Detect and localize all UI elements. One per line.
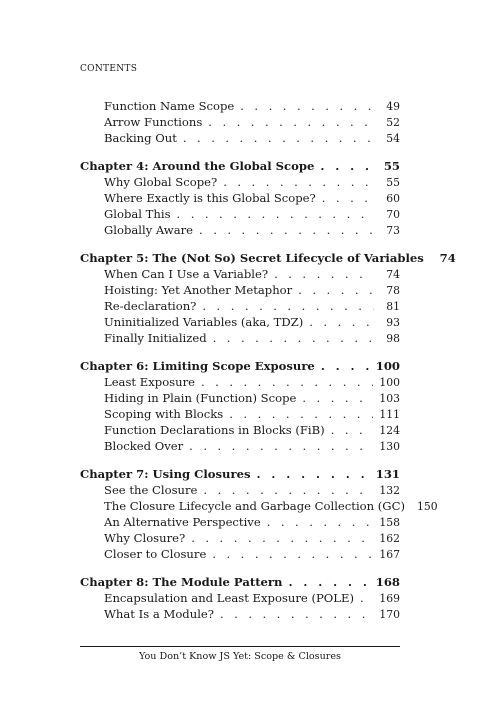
toc-entry-title: Least Exposure <box>104 375 195 389</box>
toc-page-number: 111 <box>379 408 400 421</box>
toc-section-entry[interactable] <box>80 422 400 438</box>
toc-entry-title: Global This <box>104 207 171 221</box>
dot-leader <box>223 174 374 190</box>
toc-page-number: 103 <box>379 392 400 405</box>
toc-page-number: 49 <box>386 100 400 113</box>
toc-entry-title: Why Closure? <box>104 531 186 545</box>
toc-section-entry[interactable] <box>80 498 438 514</box>
toc-entry-title: Arrow Functions <box>104 115 203 129</box>
toc-chapter-entry[interactable] <box>80 250 456 266</box>
toc-entry-title: Hiding in Plain (Function) Scope <box>104 391 297 405</box>
dot-leader <box>240 98 374 114</box>
toc-chapter-entry[interactable] <box>80 466 400 482</box>
dot-leader <box>322 190 374 206</box>
toc-entry-title: Re-declaration? <box>104 299 197 313</box>
toc-entry-title: Uninitialized Variables (aka, TDZ) <box>104 315 304 329</box>
dot-leader <box>302 390 373 406</box>
toc-section-entry[interactable] <box>80 514 400 530</box>
toc-section-entry[interactable] <box>80 282 400 298</box>
toc-page-number: 73 <box>386 224 400 237</box>
toc-page-number: 74 <box>386 268 400 281</box>
toc-section-entry[interactable] <box>80 130 400 146</box>
toc-entry-title: Why Global Scope? <box>104 175 218 189</box>
toc-entry-title: Scoping with Blocks <box>104 407 224 421</box>
running-head: CONTENTS <box>80 64 138 74</box>
toc-page-number: 74 <box>439 251 456 265</box>
dot-leader <box>212 546 373 562</box>
toc-page-number: 167 <box>379 548 400 561</box>
dot-leader <box>274 266 374 282</box>
toc-section-entry[interactable] <box>80 546 400 562</box>
toc-section-entry[interactable] <box>80 374 400 390</box>
toc-section-entry[interactable] <box>80 114 400 130</box>
toc-page-number: 131 <box>375 467 400 481</box>
toc-section-entry[interactable] <box>80 530 400 546</box>
toc-page-number: 169 <box>379 592 400 605</box>
toc-page-number: 158 <box>379 516 400 529</box>
dot-leader <box>331 422 374 438</box>
toc-entry-title: Finally Initialized <box>104 331 207 345</box>
toc-section-entry[interactable] <box>80 406 400 422</box>
toc-entry-title: What Is a Module? <box>104 607 214 621</box>
toc-page-number: 132 <box>379 484 400 497</box>
toc-section-entry[interactable] <box>80 314 400 330</box>
dot-leader <box>256 466 369 482</box>
toc-entry-title: Where Exactly is this Global Scope? <box>104 191 316 205</box>
toc-section-entry[interactable] <box>80 190 400 206</box>
dot-leader <box>189 438 373 454</box>
toc-entry-title: Blocked Over <box>104 439 184 453</box>
toc-chapter-entry[interactable] <box>80 574 400 590</box>
toc-page-number: 100 <box>375 359 400 373</box>
toc-page-number: 98 <box>386 332 400 345</box>
toc-page-number: 60 <box>386 192 400 205</box>
dot-leader <box>202 298 374 314</box>
toc-page-number: 78 <box>386 284 400 297</box>
dot-leader <box>229 406 373 422</box>
footer-rule <box>80 646 400 647</box>
dot-leader <box>220 606 373 622</box>
toc-section-entry[interactable] <box>80 438 400 454</box>
dot-leader <box>191 530 373 546</box>
dot-leader <box>309 314 374 330</box>
toc-entry-title: Hoisting: Yet Another Metaphor <box>104 283 293 297</box>
dot-leader <box>199 222 374 238</box>
toc-section-entry[interactable] <box>80 222 400 238</box>
toc-section-entry[interactable] <box>80 266 400 282</box>
dot-leader <box>208 114 374 130</box>
toc-entry-title: An Alternative Perspective <box>104 515 261 529</box>
toc-entry-title: Encapsulation and Least Exposure (POLE) <box>104 591 354 605</box>
dot-leader <box>213 330 374 346</box>
dot-leader <box>177 206 374 222</box>
dot-leader <box>201 374 373 390</box>
toc-entry-title: Chapter 7: Using Closures <box>80 467 251 481</box>
toc-entry-title: Backing Out <box>104 131 177 145</box>
toc-entry-title: Globally Aware <box>104 223 194 237</box>
toc-page-number: 170 <box>379 608 400 621</box>
toc-page-number: 81 <box>386 300 400 313</box>
toc-page-number: 130 <box>379 440 400 453</box>
dot-leader <box>360 590 373 606</box>
toc-page-number: 124 <box>379 424 400 437</box>
toc-page-number: 93 <box>386 316 400 329</box>
toc-section-entry[interactable] <box>80 590 400 606</box>
toc-section-entry[interactable] <box>80 606 400 622</box>
toc-page-number: 55 <box>386 176 400 189</box>
dot-leader <box>298 282 374 298</box>
toc-section-entry[interactable] <box>80 330 400 346</box>
toc-entry-title: The Closure Lifecycle and Garbage Collection (GC) <box>104 499 405 513</box>
toc-section-entry[interactable] <box>80 298 400 314</box>
toc-section-entry[interactable] <box>80 174 400 190</box>
toc-entry-title: Function Declarations in Blocks (FiB) <box>104 423 325 437</box>
dot-leader <box>267 514 374 530</box>
toc-page-number: 52 <box>386 116 400 129</box>
toc-entry-title: Chapter 4: Around the Global Scope <box>80 159 315 173</box>
toc-entry-title: Closer to Closure <box>104 547 207 561</box>
dot-leader <box>320 158 374 174</box>
toc-entry-title: Chapter 8: The Module Pattern <box>80 575 283 589</box>
toc-entry-title: Function Name Scope <box>104 99 235 113</box>
toc-entry-title: When Can I Use a Variable? <box>104 267 269 281</box>
toc-page-number: 70 <box>386 208 400 221</box>
toc-page-number: 54 <box>386 132 400 145</box>
toc-page-number: 168 <box>375 575 400 589</box>
dot-leader <box>203 482 373 498</box>
toc-page-number: 162 <box>379 532 400 545</box>
toc-entry-title: Chapter 6: Limiting Scope Exposure <box>80 359 315 373</box>
toc-entry-title: Chapter 5: The (Not So) Secret Lifecycle of Variables <box>80 251 424 265</box>
toc-section-entry[interactable] <box>80 206 400 222</box>
page-footer: You Don’t Know JS Yet: Scope & Closures <box>139 651 341 662</box>
toc-section-entry[interactable] <box>80 98 400 114</box>
toc-chapter-entry[interactable] <box>80 158 400 174</box>
toc-chapter-entry[interactable] <box>80 358 400 374</box>
toc-page-number: 100 <box>379 376 400 389</box>
toc-section-entry[interactable] <box>80 390 400 406</box>
dot-leader <box>321 358 370 374</box>
dot-leader <box>288 574 369 590</box>
table-of-contents <box>80 98 456 622</box>
toc-entry-title: See the Closure <box>104 483 198 497</box>
toc-page-number: 55 <box>383 159 400 173</box>
toc-page-number: 150 <box>416 500 438 513</box>
toc-section-entry[interactable] <box>80 482 400 498</box>
dot-leader <box>183 130 374 146</box>
